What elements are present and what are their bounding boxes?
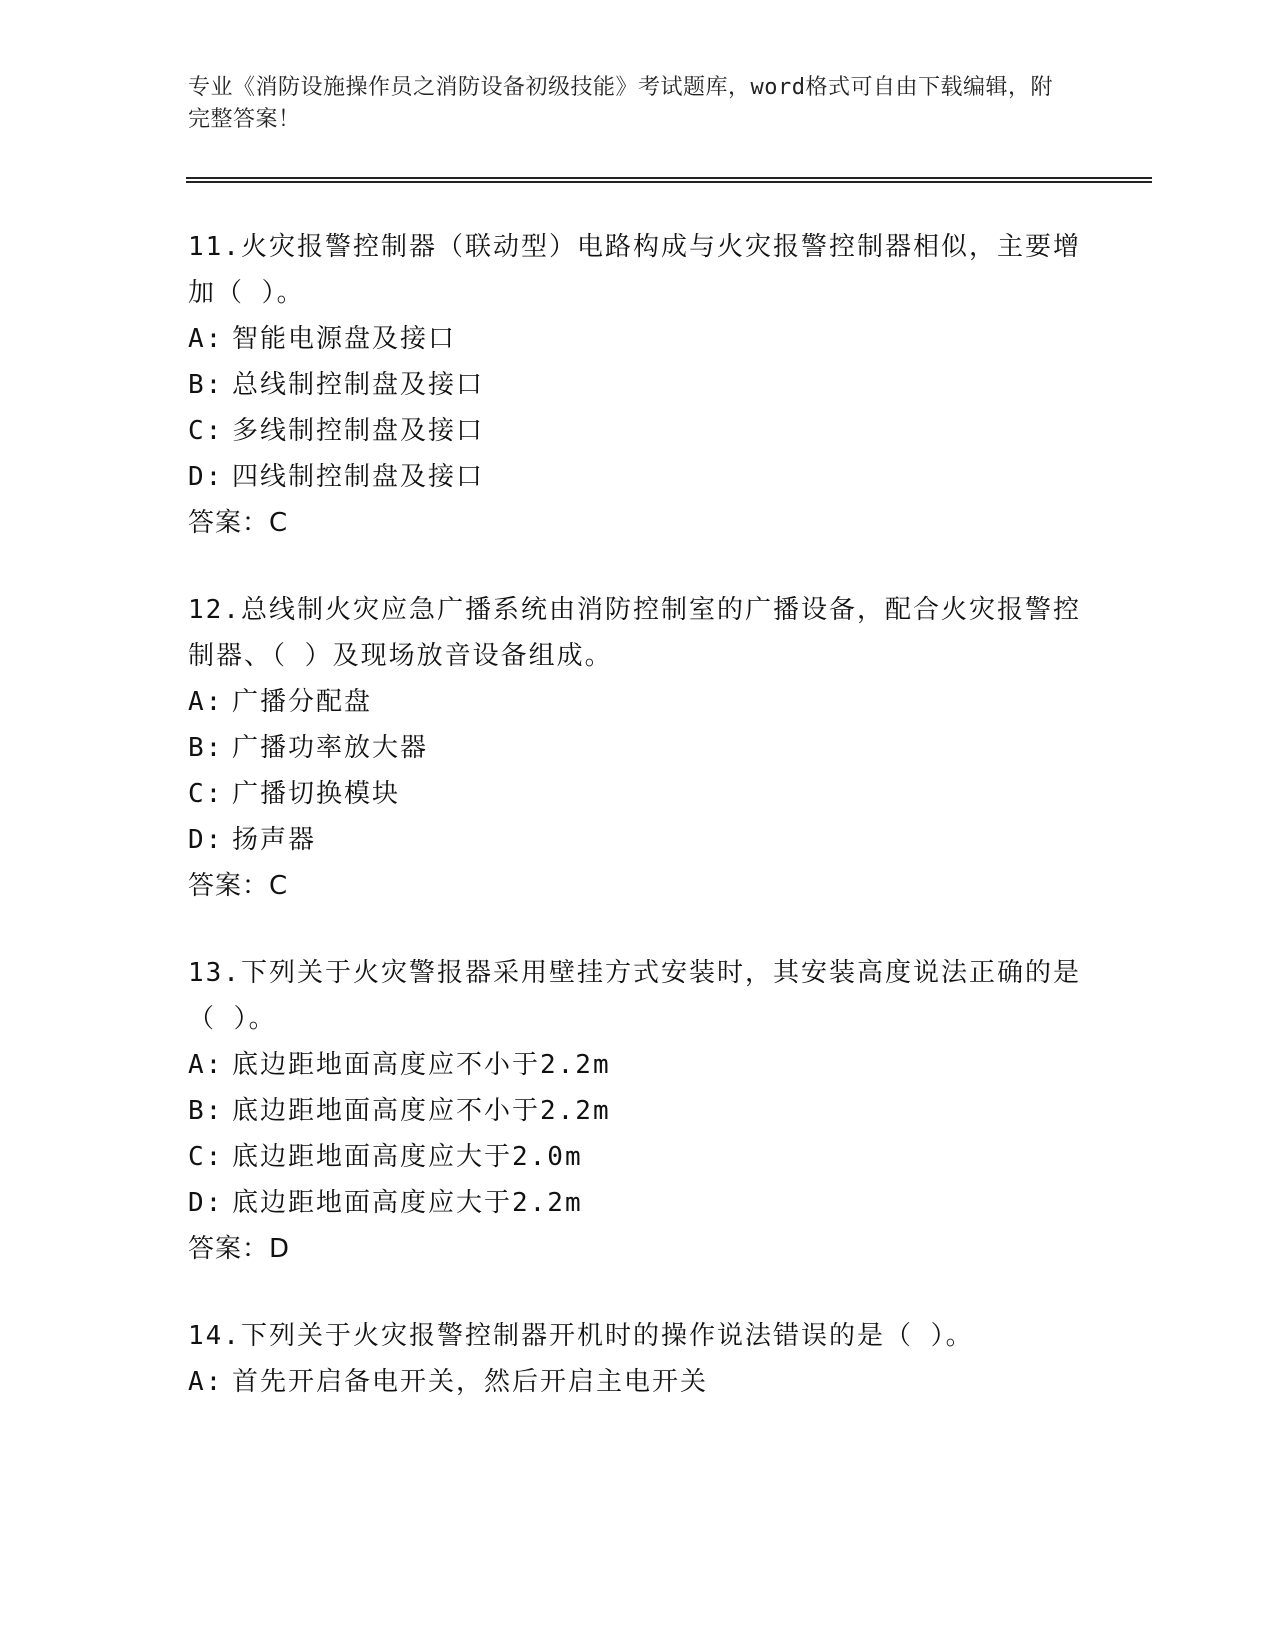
option-a [188,679,1088,725]
option-text: 智能电源盘及接口 [232,324,457,354]
option-key: B: [188,733,224,763]
answer: 答案：C [188,508,289,538]
question-stem: 13.下列关于火灾警报器采用壁挂方式安装时，其安装高度说法正确的是（ ）。 [188,958,1081,1034]
option-a [188,316,1088,362]
option-key: C: [188,416,224,446]
option-a [188,1359,1088,1405]
option-key: D: [188,825,224,855]
option-b [188,362,1088,408]
option-b [188,725,1088,771]
option-text: 底边距地面高度应不小于2.2m [232,1096,611,1126]
option-d [188,817,1088,863]
option-text: 广播切换模块 [232,779,401,809]
option-key: C: [188,1142,224,1172]
option-text: 底边距地面高度应不小于2.2m [232,1050,611,1080]
option-key: C: [188,779,224,809]
option-key: B: [188,370,224,400]
option-text: 总线制控制盘及接口 [232,370,485,400]
question-stem: 12.总线制火灾应急广播系统由消防控制室的广播设备，配合火灾报警控制器、（ ）及现场放音设备组成。 [188,595,1081,671]
header-rule-bottom [186,181,1152,183]
option-a [188,1042,1088,1088]
option-b [188,1088,1088,1134]
option-text: 扬声器 [232,825,317,855]
question-stem: 14.下列关于火灾报警控制器开机时的操作说法错误的是（ ）。 [188,1321,974,1351]
option-text: 底边距地面高度应大于2.0m [232,1142,583,1172]
question-14 [188,1313,1088,1405]
answer: 答案：D [188,1234,291,1264]
question-13 [188,950,1088,1272]
option-c [188,1134,1088,1180]
option-c [188,408,1088,454]
option-text: 多线制控制盘及接口 [232,416,485,446]
option-text: 底边距地面高度应大于2.2m [232,1188,583,1218]
option-key: A: [188,1050,224,1080]
option-c [188,771,1088,817]
option-key: A: [188,687,224,717]
option-d [188,1180,1088,1226]
document-description: 专业《消防设施操作员之消防设备初级技能》考试题库，word格式可自由下载编辑，附完整答案！ [188,75,1053,132]
option-key: B: [188,1096,224,1126]
question-11 [188,224,1088,546]
option-key: A: [188,1367,224,1397]
option-d [188,454,1088,500]
option-key: D: [188,1188,224,1218]
option-text: 首先开启备电开关，然后开启主电开关 [232,1367,709,1397]
question-stem: 11.火灾报警控制器（联动型）电路构成与火灾报警控制器相似，主要增加（ ）。 [188,232,1081,308]
option-text: 广播分配盘 [232,687,373,717]
answer: 答案：C [188,871,289,901]
question-12 [188,587,1088,909]
option-key: A: [188,324,224,354]
option-text: 广播功率放大器 [232,733,429,763]
header-rule-top [186,177,1152,179]
option-key: D: [188,462,224,492]
option-text: 四线制控制盘及接口 [232,462,485,492]
